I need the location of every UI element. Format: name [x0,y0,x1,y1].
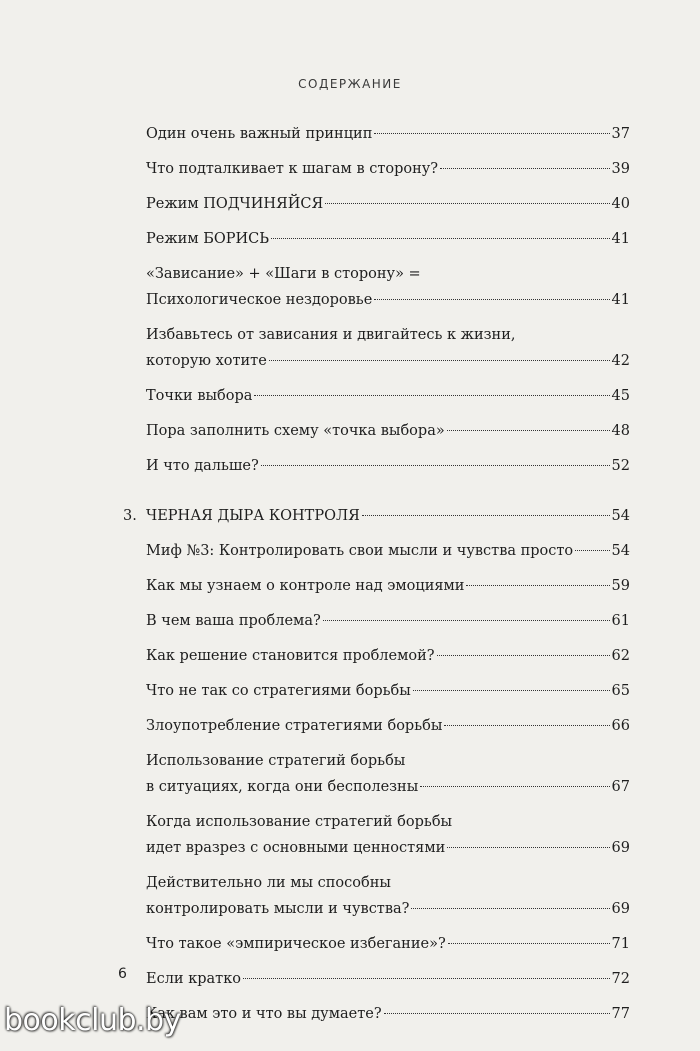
toc-entry-title: Миф №3: Контролировать свои мысли и чувства просто [146,543,574,559]
toc-page-number: 54 [611,508,630,524]
toc-entry [146,1001,630,1027]
toc-entry-title: Точки выбора [146,388,253,404]
toc-chapter-entry [123,503,630,529]
toc-page-number: 54 [611,543,630,559]
running-head: СОДЕРЖАНИЕ [298,77,402,91]
toc-entry [146,538,630,564]
toc-chapter-number: 3. [123,508,137,524]
toc-page-number: 66 [611,718,630,734]
toc-entry [146,643,630,669]
toc-page-number: 71 [611,936,630,952]
toc-entry [146,453,630,479]
toc-entry [146,226,630,252]
toc-page-number: 40 [611,196,630,212]
toc-leader-dots [323,620,610,621]
toc-entry-title: И что дальше? [146,458,259,474]
toc-entry-title: Как вам это и что вы думаете? [146,1006,382,1022]
toc-page-number: 52 [611,458,630,474]
toc-leader-dots [271,238,610,239]
toc-entry [146,966,630,992]
toc-entry-title: в ситуациях, когда они бесполезны [146,779,419,795]
toc-page-number: 72 [611,971,630,987]
toc-leader-dots [447,847,609,848]
toc-entry-title: Режим ПОДЧИНЯЙСЯ [146,196,324,212]
toc-leader-dots [325,203,609,204]
toc-entry-title: Как мы узнаем о контроле над эмоциями [146,578,465,594]
toc-entry-title: Злоупотребление стратегиями борьбы [146,718,443,734]
toc-entry-title: идет вразрез с основными ценностями [146,840,446,856]
toc-leader-dots [444,725,609,726]
toc-entry-title-line: Действительно ли мы способны [146,875,391,891]
toc-entry [146,608,630,634]
toc-leader-dots [374,133,609,134]
toc-entry-title-line: Избавьтесь от зависания и двигайтесь к жизни, [146,327,516,343]
toc-entry [146,809,630,861]
toc-entry [146,870,630,922]
toc-page-number: 65 [611,683,630,699]
toc-page-number: 77 [611,1006,630,1022]
toc-entry [146,322,630,374]
toc-entry-title-line: «Зависание» + «Шаги в сторону» = [146,266,421,282]
toc-entry [146,261,630,313]
toc-entry [146,931,630,957]
toc-entry-title: В чем ваша проблема? [146,613,321,629]
toc-entry [146,418,630,444]
toc-page-number: 45 [611,388,630,404]
toc-entry [146,678,630,704]
toc-page-number: 67 [611,779,630,795]
toc-entry [146,191,630,217]
toc-page-number: 61 [611,613,630,629]
toc-page-number: 42 [611,353,630,369]
toc-entry [146,121,630,147]
toc-page-number: 37 [611,126,630,142]
toc-leader-dots [254,395,609,396]
toc-leader-dots [374,299,609,300]
page-number: 6 [118,966,127,982]
toc-entry-title: Режим БОРИСЬ [146,231,270,247]
toc-entry-title-line: Использование стратегий борьбы [146,753,406,769]
toc-leader-dots [411,908,609,909]
toc-entry [146,383,630,409]
toc-leader-dots [420,786,609,787]
watermark: bookclub.by [4,1003,181,1038]
toc-entry-title-line: Когда использование стратегий борьбы [146,814,453,830]
toc-entry-title: Как решение становится проблемой? [146,648,435,664]
toc-entry-title: которую хотите [146,353,267,369]
toc-entry-title: Что такое «эмпирическое избегание»? [146,936,446,952]
toc-leader-dots [437,655,610,656]
toc-leader-dots [384,1013,610,1014]
toc-entry-title: Если кратко [146,971,241,987]
toc-entry [146,748,630,800]
toc-entry [146,156,630,182]
toc-page-number: 69 [611,901,630,917]
toc-page-number: 41 [611,231,630,247]
toc-chapter-title-text: ЧЕРНАЯ ДЫРА КОНТРОЛЯ [146,508,360,524]
toc-page-number: 62 [611,648,630,664]
toc-entry-title: Пора заполнить схему «точка выбора» [146,423,445,439]
toc-page-number: 41 [611,292,630,308]
toc-leader-dots [466,585,609,586]
toc-entry [146,573,630,599]
toc-entry-title: Психологическое нездоровье [146,292,373,308]
toc-entry-title: Что подталкивает к шагам в сторону? [146,161,439,177]
toc-leader-dots [261,465,610,466]
toc-entry-title: контролировать мысли и чувства? [146,901,410,917]
toc-leader-dots [362,515,610,516]
toc-page-number: 69 [611,840,630,856]
toc-chapter-title [123,503,360,529]
toc-leader-dots [575,550,609,551]
toc-leader-dots [269,360,610,361]
toc-page-number: 48 [611,423,630,439]
toc-entry-title: Один очень важный принцип [146,126,373,142]
toc-leader-dots [448,943,610,944]
toc-leader-dots [440,168,609,169]
toc-page-number: 39 [611,161,630,177]
toc-page-number: 59 [611,578,630,594]
toc-entry [146,713,630,739]
toc-entry-title: Что не так со стратегиями борьбы [146,683,411,699]
table-of-contents [0,121,700,1036]
toc-leader-dots [413,690,610,691]
toc-leader-dots [447,430,610,431]
toc-leader-dots [243,978,610,979]
